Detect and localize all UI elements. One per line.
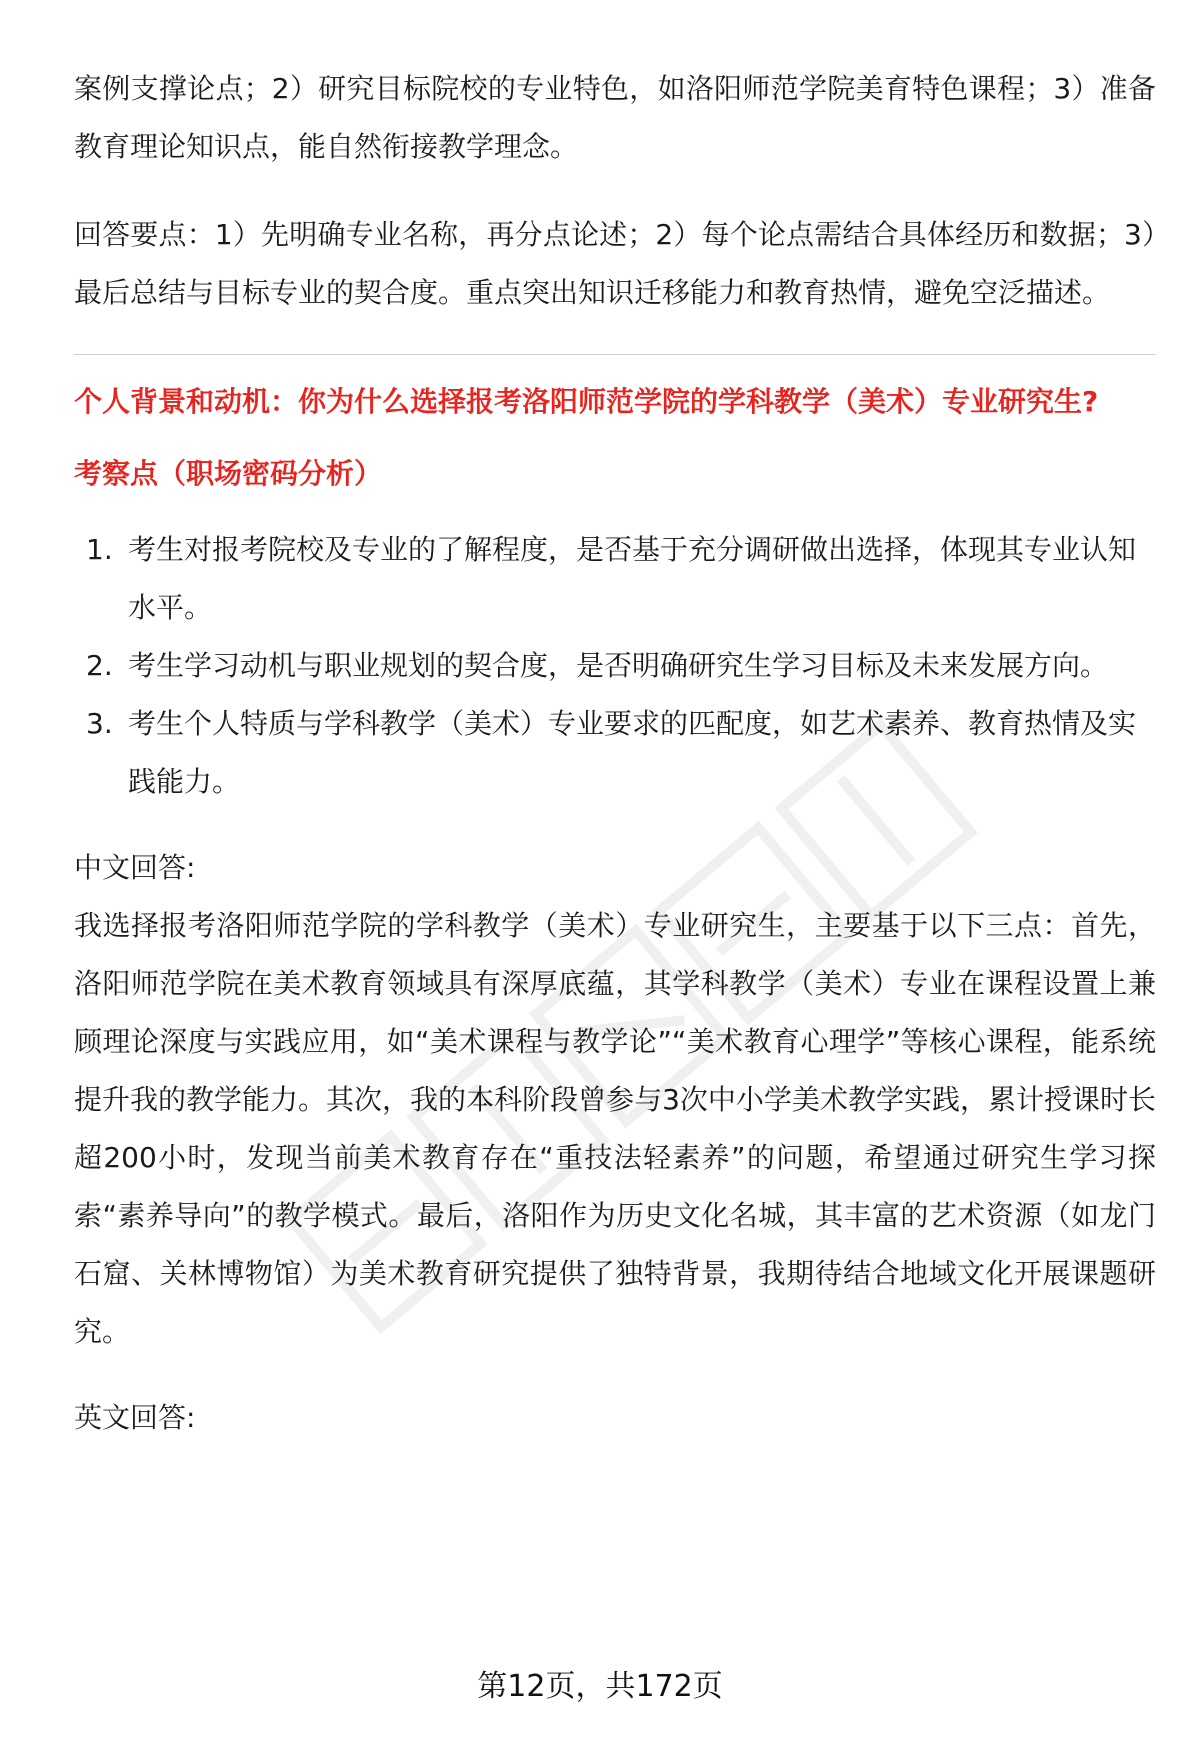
- list-item: [74, 695, 1156, 811]
- list-item-text: 考生学习动机与职业规划的契合度，是否明确研究生学习目标及未来发展方向。: [128, 649, 1109, 682]
- list-item-text: 考生对报考院校及专业的了解程度，是否基于充分调研做出选择，体现其专业认知水平。: [128, 533, 1137, 624]
- chinese-answer-label: 中文回答:: [74, 851, 196, 884]
- section-divider: [74, 354, 1156, 355]
- document-page: [74, 60, 1156, 1447]
- page-number-footer: 第12页，共172页: [477, 1669, 723, 1704]
- list-item-number: 1.: [86, 533, 113, 566]
- list-item-number: 3.: [86, 707, 113, 740]
- question-title: 个人背景和动机：你为什么选择报考洛阳师范学院的学科教学（美术）专业研究生?: [74, 385, 1099, 418]
- english-answer-label: 英文回答:: [74, 1401, 196, 1434]
- assessment-points-list: [74, 521, 1156, 811]
- preparation-text: 案例支撑论点；2）研究目标院校的专业特色，如洛阳师范学院美育特色课程；3）准备教育理论知识点，能自然衔接教学理念。: [74, 72, 1156, 163]
- chinese-answer-text: 我选择报考洛阳师范学院的学科教学（美术）专业研究生，主要基于以下三点：首先，洛阳师范学院在美术教育领域具有深厚底蕴，其学科教学（美术）专业在课程设置上兼顾理论深度与实践应用，如“美术课程与教学论”“美术教育心理学”等核心课程，能系统提升我的教学能力。其次，我的本科阶段曾参与3次中小学美术教学实践，累计授课时长超200小时，发现当前美术教育存在“重技法轻素养”的问题，希望通过研究生学习探索“素养导向”的教学模式。最后，洛阳作为历史文化名城，其丰富的艺术资源（如龙门石窟、关林博物馆）为美术教育研究提供了独特背景，我期待结合地域文化开展课题研究。: [74, 909, 1156, 1348]
- list-item: [74, 637, 1156, 695]
- answer-points-text: 回答要点：1）先明确专业名称，再分点论述；2）每个论点需结合具体经历和数据；3）最后总结与目标专业的契合度。重点突出知识迁移能力和教育热情，避免空泛描述。: [74, 218, 1156, 309]
- list-item: [74, 521, 1156, 637]
- list-item-number: 2.: [86, 649, 113, 682]
- list-item-text: 考生个人特质与学科教学（美术）专业要求的匹配度，如艺术素养、教育热情及实践能力。: [128, 707, 1137, 798]
- assessment-subtitle: 考察点（职场密码分析）: [74, 457, 383, 490]
